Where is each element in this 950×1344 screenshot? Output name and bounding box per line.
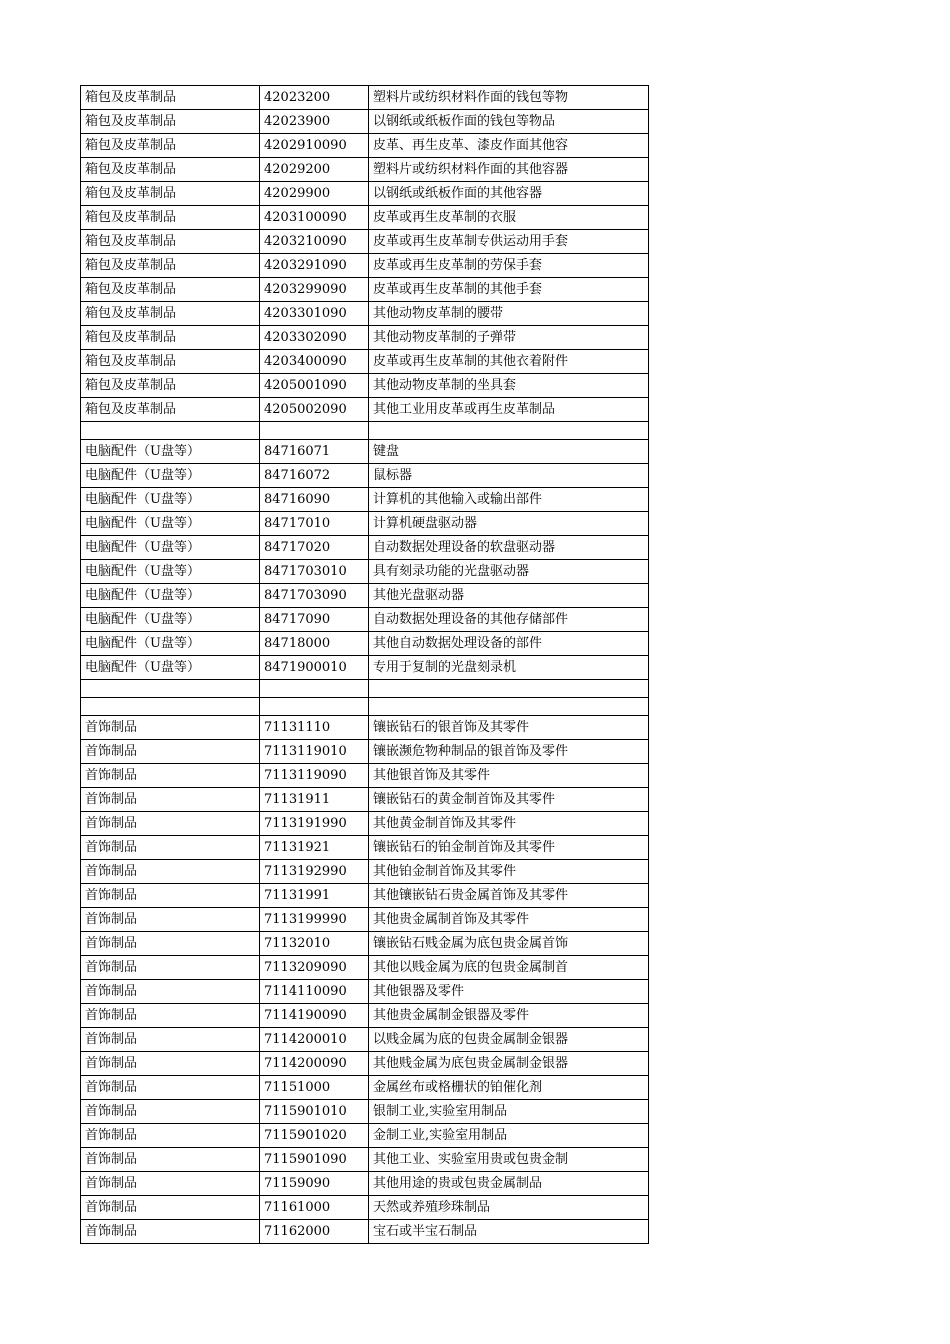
category-cell[interactable]: 电脑配件（U盘等）	[81, 608, 260, 632]
table-row	[81, 1124, 649, 1148]
category-cell[interactable]: 首饰制品	[81, 788, 260, 812]
hs-code-cell[interactable]: 7113209090	[260, 956, 369, 980]
table-row	[81, 302, 649, 326]
hs-code-cell[interactable]: 7115901010	[260, 1100, 369, 1124]
hs-code-cell[interactable]: 7114200090	[260, 1052, 369, 1076]
category-cell[interactable]: 电脑配件（U盘等）	[81, 656, 260, 680]
table-row	[81, 584, 649, 608]
category-cell[interactable]: 电脑配件（U盘等）	[81, 560, 260, 584]
hs-code-cell[interactable]: 4203291090	[260, 254, 369, 278]
description-cell[interactable]: 皮革或再生皮革制的其他衣着附件	[369, 350, 649, 374]
description-cell[interactable]	[369, 422, 649, 440]
description-cell[interactable]: 金制工业,实验室用制品	[369, 1124, 649, 1148]
category-cell[interactable]: 箱包及皮革制品	[81, 374, 260, 398]
description-cell[interactable]: 自动数据处理设备的其他存储部件	[369, 608, 649, 632]
hs-code-cell[interactable]: 84717020	[260, 536, 369, 560]
description-cell[interactable]: 其他镶嵌钻石贵金属首饰及其零件	[369, 884, 649, 908]
description-cell[interactable]: 其他以贱金属为底的包贵金属制首	[369, 956, 649, 980]
hs-code-cell[interactable]: 71159090	[260, 1172, 369, 1196]
table-row	[81, 608, 649, 632]
description-cell[interactable]: 塑料片或纺织材料作面的钱包等物	[369, 86, 649, 110]
table-row	[81, 812, 649, 836]
description-cell[interactable]: 以贱金属为底的包贵金属制金银器	[369, 1028, 649, 1052]
category-cell[interactable]: 首饰制品	[81, 1196, 260, 1220]
table-row	[81, 398, 649, 422]
category-cell[interactable]: 首饰制品	[81, 1100, 260, 1124]
category-cell[interactable]: 首饰制品	[81, 1028, 260, 1052]
hs-code-cell[interactable]: 7114110090	[260, 980, 369, 1004]
hs-code-cell[interactable]: 84717090	[260, 608, 369, 632]
category-cell[interactable]: 箱包及皮革制品	[81, 134, 260, 158]
category-cell[interactable]: 电脑配件（U盘等）	[81, 464, 260, 488]
table-row	[81, 158, 649, 182]
table-row	[81, 86, 649, 110]
hs-code-cell[interactable]: 4203302090	[260, 326, 369, 350]
category-cell[interactable]: 首饰制品	[81, 1076, 260, 1100]
category-cell[interactable]	[81, 422, 260, 440]
description-cell[interactable]: 皮革或再生皮革制的劳保手套	[369, 254, 649, 278]
category-cell[interactable]: 首饰制品	[81, 908, 260, 932]
description-cell[interactable]: 天然或养殖珍珠制品	[369, 1196, 649, 1220]
category-cell[interactable]: 首饰制品	[81, 884, 260, 908]
category-cell[interactable]: 首饰制品	[81, 1004, 260, 1028]
hs-code-cell[interactable]: 7114200010	[260, 1028, 369, 1052]
description-cell[interactable]: 其他动物皮革制的腰带	[369, 302, 649, 326]
hs-code-cell[interactable]: 71151000	[260, 1076, 369, 1100]
category-cell[interactable]: 电脑配件（U盘等）	[81, 584, 260, 608]
description-cell[interactable]: 塑料片或纺织材料作面的其他容器	[369, 158, 649, 182]
table-row	[81, 464, 649, 488]
description-cell[interactable]: 自动数据处理设备的软盘驱动器	[369, 536, 649, 560]
description-cell[interactable]: 金属丝布或格栅状的铂催化剂	[369, 1076, 649, 1100]
hs-code-cell[interactable]: 7113119090	[260, 764, 369, 788]
description-cell[interactable]: 镶嵌濒危物种制品的银首饰及零件	[369, 740, 649, 764]
hs-code-cell[interactable]: 42029900	[260, 182, 369, 206]
table-row	[81, 1076, 649, 1100]
hs-code-cell[interactable]: 8471703090	[260, 584, 369, 608]
category-cell[interactable]: 首饰制品	[81, 740, 260, 764]
description-cell[interactable]: 皮革或再生皮革制专供运动用手套	[369, 230, 649, 254]
category-cell[interactable]: 箱包及皮革制品	[81, 326, 260, 350]
hs-code-cell[interactable]: 4203100090	[260, 206, 369, 230]
table-row	[81, 1148, 649, 1172]
table-row	[81, 884, 649, 908]
hs-code-cell[interactable]: 84716090	[260, 488, 369, 512]
hs-code-cell[interactable]	[260, 422, 369, 440]
hs-code-cell[interactable]	[260, 680, 369, 698]
table-row	[81, 836, 649, 860]
table-row	[81, 1052, 649, 1076]
description-cell[interactable]	[369, 698, 649, 716]
category-cell[interactable]: 首饰制品	[81, 836, 260, 860]
category-cell[interactable]: 箱包及皮革制品	[81, 278, 260, 302]
category-cell[interactable]: 箱包及皮革制品	[81, 86, 260, 110]
description-cell[interactable]: 银制工业,实验室用制品	[369, 1100, 649, 1124]
hs-code-cell[interactable]: 4203400090	[260, 350, 369, 374]
category-cell[interactable]: 首饰制品	[81, 1052, 260, 1076]
category-cell[interactable]: 首饰制品	[81, 860, 260, 884]
category-cell[interactable]: 箱包及皮革制品	[81, 254, 260, 278]
hs-code-cell[interactable]: 8471703010	[260, 560, 369, 584]
category-cell[interactable]: 电脑配件（U盘等）	[81, 488, 260, 512]
hs-code-cell[interactable]: 4205002090	[260, 398, 369, 422]
table-row	[81, 764, 649, 788]
description-cell[interactable]: 具有刻录功能的光盘驱动器	[369, 560, 649, 584]
hs-code-cell[interactable]: 71131110	[260, 716, 369, 740]
hs-code-cell[interactable]: 71162000	[260, 1220, 369, 1244]
description-cell[interactable]: 以钢纸或纸板作面的其他容器	[369, 182, 649, 206]
description-cell[interactable]: 皮革或再生皮革制的其他手套	[369, 278, 649, 302]
category-cell[interactable]: 首饰制品	[81, 716, 260, 740]
table-row	[81, 254, 649, 278]
description-cell[interactable]: 其他银首饰及其零件	[369, 764, 649, 788]
table-row	[81, 932, 649, 956]
description-cell[interactable]: 计算机硬盘驱动器	[369, 512, 649, 536]
hs-code-cell[interactable]: 8471900010	[260, 656, 369, 680]
description-cell[interactable]: 其他贵金属制首饰及其零件	[369, 908, 649, 932]
category-cell[interactable]	[81, 680, 260, 698]
description-cell[interactable]: 其他银器及零件	[369, 980, 649, 1004]
description-cell[interactable]: 其他动物皮革制的子弹带	[369, 326, 649, 350]
hs-code-cell[interactable]: 7113119010	[260, 740, 369, 764]
category-cell[interactable]: 箱包及皮革制品	[81, 302, 260, 326]
description-cell[interactable]: 其他黄金制首饰及其零件	[369, 812, 649, 836]
hs-code-cell[interactable]: 42029200	[260, 158, 369, 182]
table-row	[81, 536, 649, 560]
category-cell[interactable]: 电脑配件（U盘等）	[81, 512, 260, 536]
description-cell[interactable]: 以钢纸或纸板作面的钱包等物品	[369, 110, 649, 134]
category-cell[interactable]: 首饰制品	[81, 1148, 260, 1172]
table-row	[81, 206, 649, 230]
table-row	[81, 440, 649, 464]
table-row	[81, 422, 649, 440]
table-row	[81, 374, 649, 398]
hs-code-cell[interactable]: 84716072	[260, 464, 369, 488]
table-row	[81, 182, 649, 206]
description-cell[interactable]: 镶嵌钻石的银首饰及其零件	[369, 716, 649, 740]
description-cell[interactable]: 其他工业用皮革或再生皮革制品	[369, 398, 649, 422]
hs-code-cell[interactable]: 7115901090	[260, 1148, 369, 1172]
description-cell[interactable]: 其他贵金属制金银器及零件	[369, 1004, 649, 1028]
category-cell[interactable]: 首饰制品	[81, 1172, 260, 1196]
description-cell[interactable]: 镶嵌钻石贱金属为底包贵金属首饰	[369, 932, 649, 956]
description-cell[interactable]: 其他自动数据处理设备的部件	[369, 632, 649, 656]
table-row	[81, 956, 649, 980]
category-cell[interactable]: 电脑配件（U盘等）	[81, 632, 260, 656]
table-row	[81, 350, 649, 374]
table-row	[81, 656, 649, 680]
description-cell[interactable]: 计算机的其他输入或输出部件	[369, 488, 649, 512]
hs-code-cell[interactable]: 84718000	[260, 632, 369, 656]
table-row	[81, 1220, 649, 1244]
description-cell[interactable]: 键盘	[369, 440, 649, 464]
description-cell[interactable]: 宝石或半宝石制品	[369, 1220, 649, 1244]
table-row	[81, 698, 649, 716]
table-row	[81, 1004, 649, 1028]
description-cell[interactable]	[369, 680, 649, 698]
table-row	[81, 980, 649, 1004]
table-row	[81, 632, 649, 656]
table-row	[81, 230, 649, 254]
table-row	[81, 560, 649, 584]
category-cell[interactable]: 首饰制品	[81, 1124, 260, 1148]
table-row	[81, 680, 649, 698]
description-cell[interactable]: 镶嵌钻石的黄金制首饰及其零件	[369, 788, 649, 812]
category-cell[interactable]: 电脑配件（U盘等）	[81, 440, 260, 464]
category-cell[interactable]: 首饰制品	[81, 1220, 260, 1244]
hs-code-cell[interactable]: 71132010	[260, 932, 369, 956]
hs-code-cell[interactable]: 71131991	[260, 884, 369, 908]
table-row	[81, 788, 649, 812]
category-cell[interactable]: 箱包及皮革制品	[81, 110, 260, 134]
hs-code-cell[interactable]: 84717010	[260, 512, 369, 536]
hs-code-cell[interactable]: 71131921	[260, 836, 369, 860]
description-cell[interactable]: 皮革、再生皮革、漆皮作面其他容	[369, 134, 649, 158]
hs-code-cell[interactable]	[260, 698, 369, 716]
hs-code-cell[interactable]: 4203299090	[260, 278, 369, 302]
table-row	[81, 512, 649, 536]
description-cell[interactable]: 镶嵌钻石的铂金制首饰及其零件	[369, 836, 649, 860]
category-cell[interactable]: 首饰制品	[81, 956, 260, 980]
hs-code-cell[interactable]: 71131911	[260, 788, 369, 812]
hs-code-cell[interactable]: 4203301090	[260, 302, 369, 326]
table-row	[81, 134, 649, 158]
hs-code-cell[interactable]: 4202910090	[260, 134, 369, 158]
hs-code-cell[interactable]: 7115901020	[260, 1124, 369, 1148]
category-cell[interactable]: 箱包及皮革制品	[81, 158, 260, 182]
hs-code-cell[interactable]: 7113199990	[260, 908, 369, 932]
table-row	[81, 860, 649, 884]
category-cell[interactable]: 箱包及皮革制品	[81, 230, 260, 254]
hs-code-cell[interactable]: 4203210090	[260, 230, 369, 254]
description-cell[interactable]: 皮革或再生皮革制的衣服	[369, 206, 649, 230]
table-row	[81, 716, 649, 740]
category-cell[interactable]: 箱包及皮革制品	[81, 182, 260, 206]
table-body	[81, 86, 649, 1244]
category-cell[interactable]: 电脑配件（U盘等）	[81, 536, 260, 560]
table-row	[81, 488, 649, 512]
table-row	[81, 110, 649, 134]
hs-code-cell[interactable]: 42023900	[260, 110, 369, 134]
category-cell[interactable]: 箱包及皮革制品	[81, 350, 260, 374]
hs-code-cell[interactable]: 71161000	[260, 1196, 369, 1220]
category-cell[interactable]	[81, 698, 260, 716]
hs-code-cell[interactable]: 84716071	[260, 440, 369, 464]
hs-code-cell[interactable]: 7114190090	[260, 1004, 369, 1028]
table-row	[81, 1100, 649, 1124]
table-row	[81, 740, 649, 764]
category-cell[interactable]: 首饰制品	[81, 980, 260, 1004]
spreadsheet-table	[80, 85, 649, 1244]
description-cell[interactable]: 专用于复制的光盘刻录机	[369, 656, 649, 680]
hs-code-cell[interactable]: 4205001090	[260, 374, 369, 398]
description-cell[interactable]: 其他贱金属为底包贵金属制金银器	[369, 1052, 649, 1076]
hs-code-cell[interactable]: 42023200	[260, 86, 369, 110]
category-cell[interactable]: 首饰制品	[81, 764, 260, 788]
category-cell[interactable]: 箱包及皮革制品	[81, 206, 260, 230]
description-cell[interactable]: 其他用途的贵或包贵金属制品	[369, 1172, 649, 1196]
table-row	[81, 1172, 649, 1196]
description-cell[interactable]: 鼠标器	[369, 464, 649, 488]
description-cell[interactable]: 其他光盘驱动器	[369, 584, 649, 608]
category-cell[interactable]: 首饰制品	[81, 812, 260, 836]
table-row	[81, 278, 649, 302]
description-cell[interactable]: 其他动物皮革制的坐具套	[369, 374, 649, 398]
table-row	[81, 1028, 649, 1052]
table-row	[81, 908, 649, 932]
category-cell[interactable]: 箱包及皮革制品	[81, 398, 260, 422]
description-cell[interactable]: 其他铂金制首饰及其零件	[369, 860, 649, 884]
table-row	[81, 1196, 649, 1220]
hs-code-cell[interactable]: 7113191990	[260, 812, 369, 836]
table-row	[81, 326, 649, 350]
description-cell[interactable]: 其他工业、实验室用贵或包贵金制	[369, 1148, 649, 1172]
category-cell[interactable]: 首饰制品	[81, 932, 260, 956]
hs-code-cell[interactable]: 7113192990	[260, 860, 369, 884]
